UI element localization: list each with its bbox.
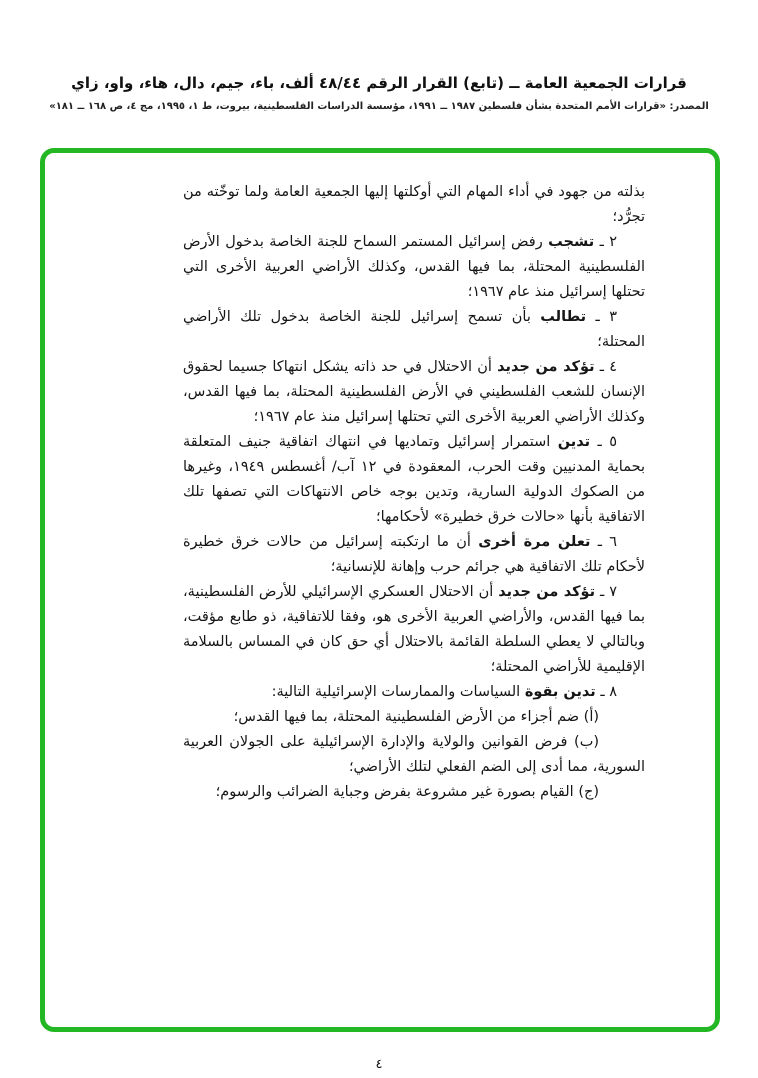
clause-number: ٣ ـ: [595, 309, 618, 325]
clause-text: أن الاحتلال في حد ذاته يشكل انتهاكا جسيما لحقوق الإنسان للشعب الفلسطيني في الأرض الفلسطينية المحتلة، بما فيها القدس، وكذلك الأراضي العربية الأخرى التي تحتلها إسرائيل منذ عام ١٩٦٧؛: [183, 359, 645, 425]
clause-2: [183, 230, 645, 305]
clause-number: ٨ ـ: [600, 684, 617, 700]
clause-number: ٥ ـ: [597, 434, 617, 450]
subclause-text: فرض القوانين والولاية والإدارة الإسرائيلية على الجولان العربية السورية، مما أدى إلى الضم الفعلي لتلك الأراضي؛: [183, 734, 645, 775]
resolution-text: [183, 180, 645, 805]
clause-text: استمرار إسرائيل وتماديها في انتهاك اتفاقية جنيف المتعلقة بحماية المدنيين وقت الحرب، المعقودة في ١٢ آب/ أغسطس ١٩٤٩، وغيرها من الصكوك الدولية السارية، وتدين بوجه خاص الانتهاكات التي تصفها تلك الاتفاقية بأنها «حالات خرق خطيرة» لأحكامها؛: [183, 434, 645, 525]
clause-6: [183, 530, 645, 580]
clause-7: [183, 580, 645, 680]
clause-verb: تدين بقوة: [524, 684, 596, 700]
subclause-letter: (ج): [578, 784, 599, 800]
clause-3: [183, 305, 645, 355]
page-footer: [0, 1057, 758, 1072]
clause-verb: تعلن مرة أخرى: [478, 534, 591, 550]
page-number: ٤: [375, 1057, 383, 1072]
document-title: قرارات الجمعية العامة ــ (تابع) القرار الرقم ٤٨/٤٤ ألف، باء، جيم، دال، هاء، واو، زاي: [71, 74, 687, 92]
subclause-letter: (أ): [583, 709, 599, 725]
subclause-text: ضم أجزاء من الأرض الفلسطينية المحتلة، بما فيها القدس؛: [233, 709, 580, 725]
subclause-c: [183, 780, 645, 805]
clause-text: أن الاحتلال العسكري الإسرائيلي للأرض الفلسطينية، بما فيها القدس، والأراضي العربية الأخرى هو، وفقا للاتفاقية، ذو طابع مؤقت، وبالتالي لا يعطي السلطة القائمة بالاحتلال أي حق كان في المساس بالسلامة الإقليمية للأراضي المحتلة؛: [183, 584, 645, 675]
clause-text: بأن تسمح إسرائيل للجنة الخاصة بدخول تلك الأراضي المحتلة؛: [183, 309, 645, 350]
clause-verb: تدين: [557, 434, 591, 450]
clause-number: ٢ ـ: [599, 234, 618, 250]
clause-8: [183, 680, 645, 705]
subclause-a: [183, 705, 645, 730]
clause-verb: تشجب: [548, 234, 595, 250]
clause-text: رفض إسرائيل المستمر السماح للجنة الخاصة بدخول الأرض الفلسطينية المحتلة، بما فيها القدس، وكذلك الأراضي العربية الأخرى التي تحتلها إسرائيل منذ عام ١٩٦٧؛: [183, 234, 645, 300]
subclause-text: القيام بصورة غير مشروعة بفرض وجباية الضرائب والرسوم؛: [215, 784, 574, 800]
subclause-b: [183, 730, 645, 780]
clause-verb: تؤكد من جديد: [497, 359, 595, 375]
paragraph-text: بذلته من جهود في أداء المهام التي أوكلتها إليها الجمعية العامة ولما توخّته من تجرُّد؛: [183, 184, 645, 225]
clause-4: [183, 355, 645, 430]
clause-number: ٧ ـ: [600, 584, 618, 600]
clause-number: ٦ ـ: [597, 534, 618, 550]
continuation-paragraph: [183, 180, 645, 230]
clause-number: ٤ ـ: [599, 359, 618, 375]
clause-text: السياسات والممارسات الإسرائيلية التالية:: [271, 684, 521, 700]
clause-verb: تؤكد من جديد: [498, 584, 596, 600]
page-header: [0, 74, 758, 112]
source-citation: المصدر: «قرارات الأمم المتحدة بشأن فلسطين ١٩٨٧ ــ ١٩٩١، مؤسسة الدراسات الفلسطينية، بيروت، ط ١، ١٩٩٥، مج ٤، ص ١٦٨ ــ ١٨١»: [49, 101, 709, 112]
clause-5: [183, 430, 645, 530]
clause-verb: تطالب: [540, 309, 587, 325]
subclause-letter: (ب): [574, 734, 599, 750]
clause-text: أن ما ارتكبته إسرائيل من حالات خرق خطيرة لأحكام تلك الاتفاقية هي جرائم حرب وإهانة للإنسانية؛: [183, 534, 645, 575]
